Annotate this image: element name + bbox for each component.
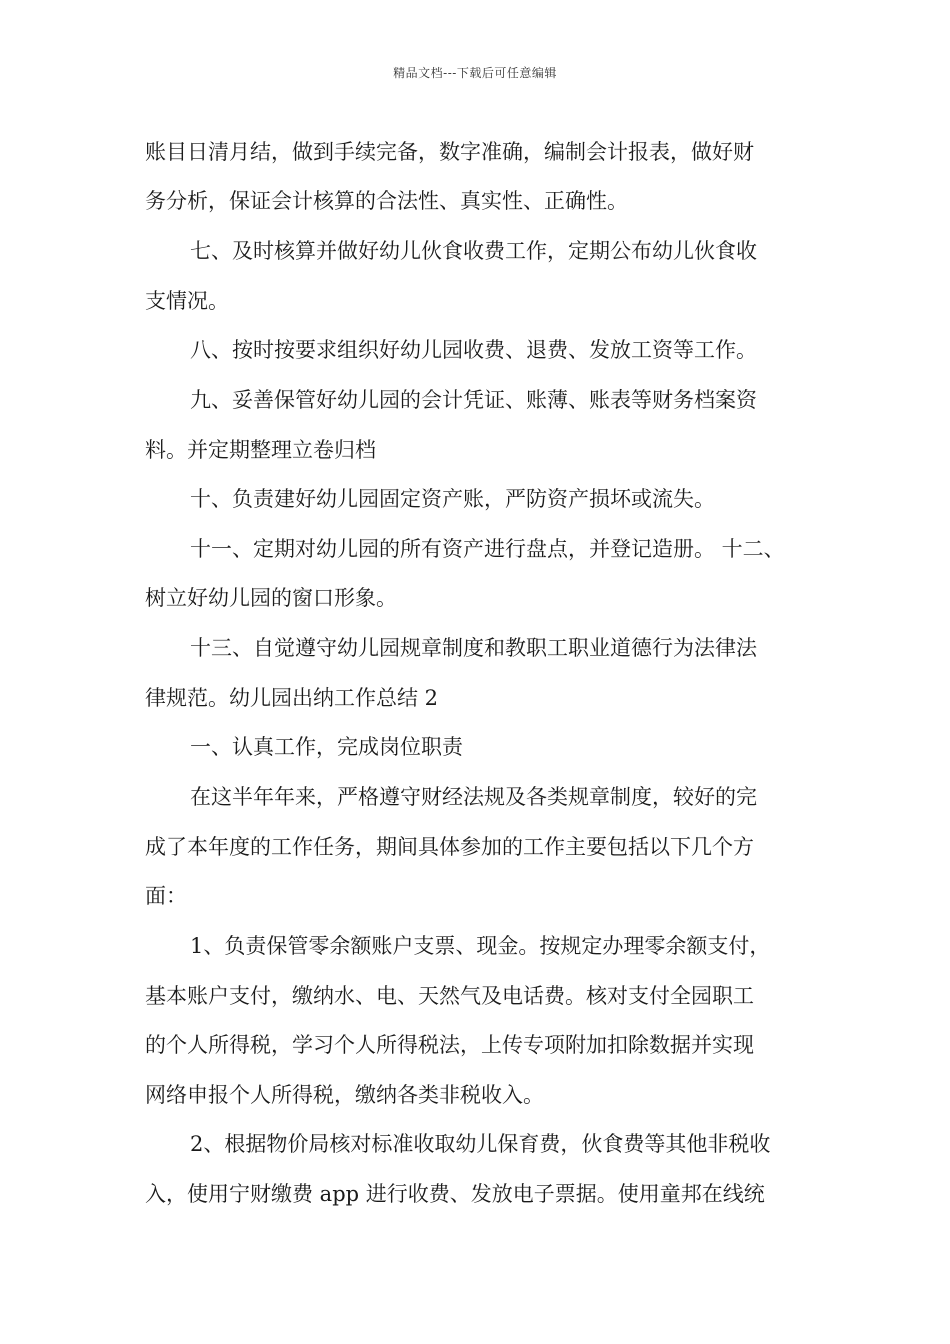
text-line: 面：	[145, 884, 187, 908]
text-line: 七、及时核算并做好幼儿伙食收费工作，定期公布幼儿伙食收	[190, 239, 757, 263]
text-line: 支情况。	[145, 289, 229, 313]
text-line: 九、妥善保管好幼儿园的会计凭证、账薄、账表等财务档案资	[190, 388, 757, 412]
section-heading: 一、认真工作，完成岗位职责	[190, 735, 463, 759]
text-line: 基本账户支付，缴纳水、电、天然气及电话费。核对支付全园职工	[145, 984, 754, 1008]
text-line: 十三、自觉遵守幼儿园规章制度和教职工职业道德行为法律法	[190, 636, 757, 660]
text-line: 1、负责保管零余额账户支票、现金。按规定办理零余额支付，	[190, 934, 771, 958]
text-line: 在这半年年来，严格遵守财经法规及各类规章制度，较好的完	[190, 785, 757, 809]
text-line: 入，使用宁财缴费 app 进行收费、发放电子票据。使用童邦在线统	[145, 1182, 765, 1206]
text-line: 成了本年度的工作任务，期间具体参加的工作主要包括以下几个方	[145, 835, 754, 859]
text-line: 网络申报个人所得税，缴纳各类非税收入。	[145, 1083, 544, 1107]
text-line: 十、负责建好幼儿园固定资产账，严防资产损坏或流失。	[190, 487, 715, 511]
text-line: 树立好幼儿园的窗口形象。	[145, 586, 397, 610]
text-line: 料。并定期整理立卷归档	[145, 438, 376, 462]
text-line: 律规范。幼儿园出纳工作总结 2	[145, 686, 439, 710]
text-line: 十一、定期对幼儿园的所有资产进行盘点，并登记造册。 十二、	[190, 537, 785, 561]
page-header: 精品文档---下载后可任意编辑	[393, 66, 557, 80]
text-line: 八、按时按要求组织好幼儿园收费、退费、发放工资等工作。	[190, 338, 757, 362]
text-line: 的个人所得税，学习个人所得税法，上传专项附加扣除数据并实现	[145, 1033, 754, 1057]
text-line: 账目日清月结，做到手续完备，数字准确，编制会计报表，做好财	[145, 140, 754, 164]
text-line: 务分析，保证会计核算的合法性、真实性、正确性。	[145, 189, 628, 213]
text-line: 2、根据物价局核对标准收取幼儿保育费，伙食费等其他非税收	[190, 1132, 771, 1156]
